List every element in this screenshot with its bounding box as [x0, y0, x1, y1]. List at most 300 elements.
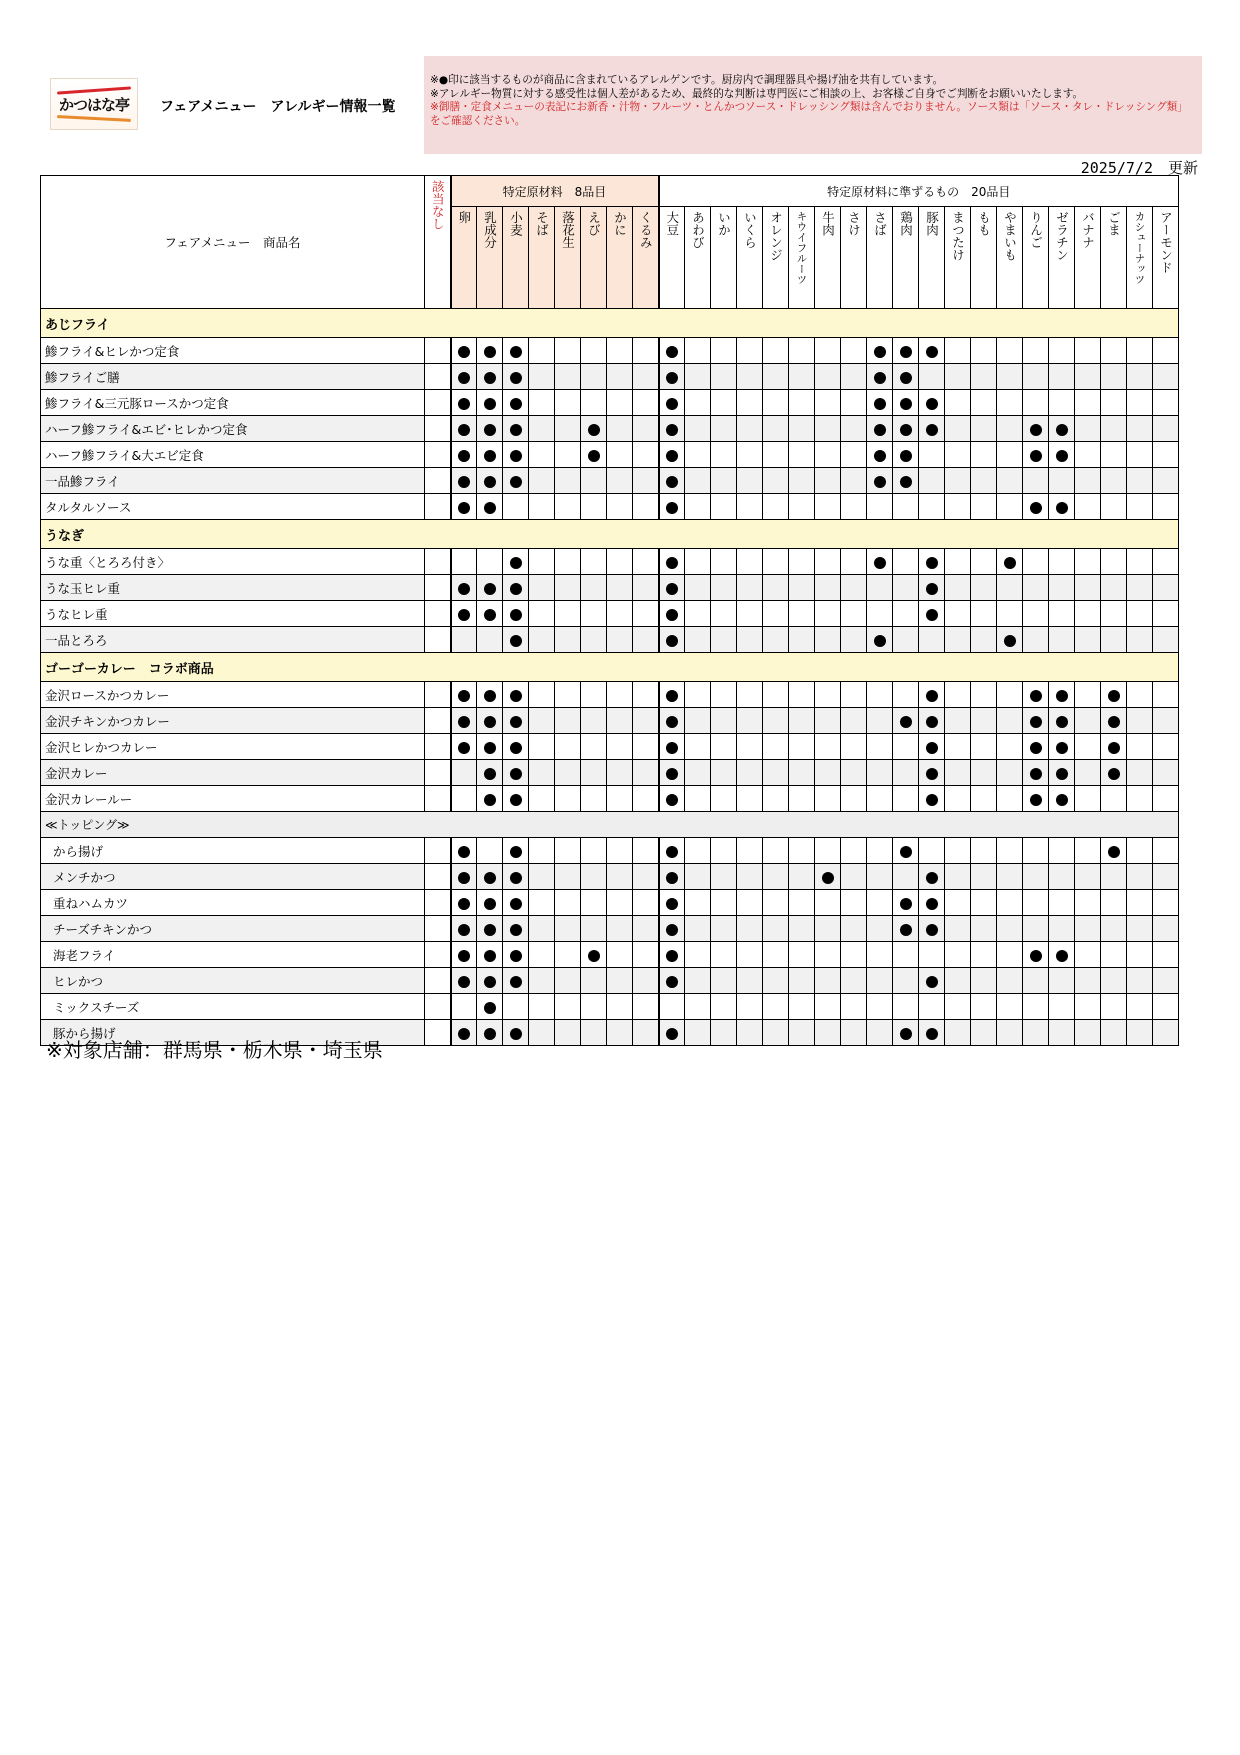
allergen-cell — [451, 864, 477, 890]
allergen-cell — [919, 994, 945, 1020]
allergen-cell — [529, 364, 555, 390]
allergen-dot-icon — [874, 346, 886, 358]
allergen-cell — [763, 601, 789, 627]
allergen-cell — [451, 468, 477, 494]
allergen-cell — [737, 890, 763, 916]
allergen-cell — [919, 890, 945, 916]
allergen-cell — [945, 916, 971, 942]
section-label: うなぎ — [41, 520, 1179, 549]
allergen-cell — [737, 338, 763, 364]
allergen-cell-none — [425, 786, 451, 812]
allergen-header-label: かに — [612, 211, 628, 236]
allergen-cell — [711, 549, 737, 575]
allergen-cell — [685, 575, 711, 601]
menu-item-name: 一品鯵フライ — [41, 468, 425, 494]
allergen-cell — [919, 708, 945, 734]
allergen-dot-icon — [458, 690, 470, 702]
allergen-cell — [1049, 1020, 1075, 1046]
allergen-cell-none — [425, 549, 451, 575]
allergen-cell — [581, 968, 607, 994]
allergen-cell — [893, 864, 919, 890]
allergen-cell — [893, 601, 919, 627]
allergen-cell — [633, 734, 659, 760]
allergen-cell — [529, 549, 555, 575]
allergen-cell — [555, 468, 581, 494]
allergen-cell — [1153, 468, 1179, 494]
allergen-cell — [763, 916, 789, 942]
allergen-cell — [971, 1020, 997, 1046]
logo-text: かつはな亭 — [58, 95, 129, 114]
allergen-header — [737, 207, 763, 309]
allergen-cell — [815, 468, 841, 494]
allergen-cell — [1049, 994, 1075, 1020]
allergen-cell — [789, 494, 815, 520]
allergen-header — [893, 207, 919, 309]
allergen-header-label: 乳成分 — [482, 211, 498, 249]
menu-item-name: うな玉ヒレ重 — [41, 575, 425, 601]
allergen-cell — [789, 890, 815, 916]
allergen-cell — [503, 390, 529, 416]
allergen-cell — [555, 838, 581, 864]
allergen-cell — [971, 575, 997, 601]
allergen-cell — [763, 864, 789, 890]
allergen-cell — [503, 627, 529, 653]
allergen-cell — [737, 416, 763, 442]
allergen-cell — [841, 1020, 867, 1046]
allergen-cell — [971, 601, 997, 627]
allergen-cell — [555, 601, 581, 627]
allergen-cell — [711, 627, 737, 653]
allergen-cell — [893, 916, 919, 942]
allergen-cell — [659, 601, 685, 627]
allergen-cell — [815, 416, 841, 442]
allergen-dot-icon — [458, 872, 470, 884]
allergen-cell — [867, 468, 893, 494]
allergen-cell — [971, 338, 997, 364]
allergen-header — [763, 207, 789, 309]
allergen-cell — [659, 942, 685, 968]
allergen-cell — [763, 575, 789, 601]
allergen-dot-icon — [510, 846, 522, 858]
allergen-cell — [893, 968, 919, 994]
allergen-cell — [581, 575, 607, 601]
allergen-dot-icon — [666, 950, 678, 962]
allergen-cell — [529, 734, 555, 760]
allergen-cell — [633, 601, 659, 627]
menu-item-name: 金沢ロースかつカレー — [41, 682, 425, 708]
allergen-cell — [685, 468, 711, 494]
allergen-cell — [477, 864, 503, 890]
allergen-cell — [607, 442, 633, 468]
allergen-dot-icon — [1108, 690, 1120, 702]
allergen-cell — [789, 994, 815, 1020]
allergen-header — [1153, 207, 1179, 309]
allergen-cell — [945, 549, 971, 575]
allergen-header-label: えび — [586, 211, 602, 236]
allergen-cell — [607, 549, 633, 575]
table-row — [41, 364, 1179, 390]
allergen-dot-icon — [484, 898, 496, 910]
menu-name-header: フェアメニュー 商品名 — [41, 176, 425, 309]
allergen-cell-none — [425, 601, 451, 627]
allergen-cell — [633, 1020, 659, 1046]
allergen-cell — [919, 968, 945, 994]
allergen-dot-icon — [1004, 557, 1016, 569]
allergen-cell — [867, 601, 893, 627]
allergen-cell — [1101, 786, 1127, 812]
allergen-cell — [945, 708, 971, 734]
allergen-cell — [555, 682, 581, 708]
allergen-cell — [477, 627, 503, 653]
subsection-row — [41, 812, 1179, 838]
allergen-dot-icon — [926, 609, 938, 621]
allergen-dot-icon — [458, 898, 470, 910]
allergen-cell — [1075, 786, 1101, 812]
specific-group-header: 特定原材料 8品目 — [451, 176, 659, 207]
allergen-cell — [841, 416, 867, 442]
section-label: あじフライ — [41, 309, 1179, 338]
allergen-dot-icon — [1108, 768, 1120, 780]
allergen-cell — [971, 627, 997, 653]
allergen-cell — [1049, 838, 1075, 864]
allergen-cell — [893, 890, 919, 916]
allergen-cell — [1023, 601, 1049, 627]
allergen-cell — [685, 627, 711, 653]
allergen-cell — [1049, 338, 1075, 364]
allergen-cell — [867, 838, 893, 864]
allergen-cell — [1127, 760, 1153, 786]
allergen-dot-icon — [900, 898, 912, 910]
allergen-cell — [1075, 994, 1101, 1020]
menu-item-name: タルタルソース — [41, 494, 425, 520]
menu-item-name: ミックスチーズ — [41, 994, 425, 1020]
allergen-cell — [503, 864, 529, 890]
allergen-cell — [815, 916, 841, 942]
allergen-cell — [919, 916, 945, 942]
allergen-dot-icon — [510, 742, 522, 754]
allergen-cell — [607, 838, 633, 864]
allergen-cell — [607, 416, 633, 442]
allergen-cell — [711, 682, 737, 708]
allergen-cell — [789, 1020, 815, 1046]
allergen-cell — [971, 890, 997, 916]
allergen-cell — [893, 708, 919, 734]
allergen-cell — [581, 442, 607, 468]
allergen-dot-icon — [510, 583, 522, 595]
allergen-cell — [737, 942, 763, 968]
allergen-cell — [1153, 390, 1179, 416]
allergen-cell — [945, 760, 971, 786]
allergen-cell — [607, 890, 633, 916]
allergen-header-label: いくら — [742, 211, 758, 249]
allergen-cell — [867, 390, 893, 416]
allergen-cell — [1101, 890, 1127, 916]
allergen-dot-icon — [666, 846, 678, 858]
allergen-dot-icon — [484, 794, 496, 806]
allergen-header — [971, 207, 997, 309]
allergen-cell-none — [425, 682, 451, 708]
allergen-dot-icon — [1030, 950, 1042, 962]
allergen-cell — [1153, 494, 1179, 520]
allergen-cell — [451, 494, 477, 520]
allergen-dot-icon — [666, 924, 678, 936]
allergen-cell — [867, 942, 893, 968]
allergen-cell — [789, 864, 815, 890]
allergen-dot-icon — [484, 372, 496, 384]
allergen-cell — [1153, 916, 1179, 942]
allergen-cell — [997, 390, 1023, 416]
allergen-cell — [555, 494, 581, 520]
allergen-cell — [685, 442, 711, 468]
allergen-header-label: さば — [872, 211, 888, 236]
allergen-cell — [1023, 627, 1049, 653]
allergen-cell — [789, 442, 815, 468]
allergen-cell — [997, 494, 1023, 520]
allergen-cell-none — [425, 968, 451, 994]
allergen-cell — [581, 890, 607, 916]
allergen-cell — [893, 364, 919, 390]
table-row — [41, 627, 1179, 653]
allergen-cell — [893, 575, 919, 601]
allergen-cell — [711, 968, 737, 994]
allergen-cell — [555, 734, 581, 760]
table-row — [41, 760, 1179, 786]
allergen-cell — [685, 942, 711, 968]
allergen-dot-icon — [900, 846, 912, 858]
allergen-cell — [945, 390, 971, 416]
allergen-cell — [893, 942, 919, 968]
allergen-cell — [659, 708, 685, 734]
allergen-cell — [529, 575, 555, 601]
allergen-cell — [503, 364, 529, 390]
allergen-dot-icon — [926, 398, 938, 410]
allergen-cell — [659, 838, 685, 864]
allergen-cell — [867, 549, 893, 575]
allergen-cell — [919, 1020, 945, 1046]
allergen-cell — [997, 442, 1023, 468]
allergen-cell — [1127, 494, 1153, 520]
allergen-cell — [659, 864, 685, 890]
section-row — [41, 309, 1179, 338]
allergen-cell — [555, 442, 581, 468]
allergen-cell — [841, 942, 867, 968]
allergen-cell — [1101, 942, 1127, 968]
allergen-cell — [945, 1020, 971, 1046]
allergen-cell — [971, 442, 997, 468]
allergen-header — [581, 207, 607, 309]
allergen-cell — [633, 838, 659, 864]
allergen-cell — [1075, 468, 1101, 494]
allergen-cell — [1101, 468, 1127, 494]
allergen-header-label: りんご — [1028, 211, 1044, 249]
allergen-cell — [555, 338, 581, 364]
allergen-dot-icon — [666, 372, 678, 384]
allergen-dot-icon — [510, 346, 522, 358]
allergen-cell — [529, 627, 555, 653]
allergen-dot-icon — [458, 742, 470, 754]
allergen-dot-icon — [1030, 502, 1042, 514]
allergen-cell — [945, 890, 971, 916]
allergen-cell — [737, 575, 763, 601]
section-row — [41, 653, 1179, 682]
allergen-dot-icon — [900, 476, 912, 488]
allergen-dot-icon — [926, 346, 938, 358]
section-row — [41, 520, 1179, 549]
allergen-dot-icon — [666, 609, 678, 621]
table-row — [41, 390, 1179, 416]
allergen-dot-icon — [926, 976, 938, 988]
allergen-cell — [1101, 364, 1127, 390]
allergen-dot-icon — [666, 690, 678, 702]
allergen-dot-icon — [510, 424, 522, 436]
allergen-cell — [633, 549, 659, 575]
allergen-cell — [607, 575, 633, 601]
equivalent-group-header: 特定原材料に準ずるもの 20品目 — [659, 176, 1179, 207]
allergen-cell — [1127, 786, 1153, 812]
allergen-cell — [451, 734, 477, 760]
allergen-cell — [711, 338, 737, 364]
allergen-cell — [503, 942, 529, 968]
allergen-cell — [815, 364, 841, 390]
allergen-cell — [451, 890, 477, 916]
notice-line: ※アレルギー物質に対する感受性は個人差があるため、最終的な判断は専門医にご相談の上、お客様ご自身でご判断をお願いいたします。 — [430, 87, 1084, 100]
allergen-cell — [1023, 1020, 1049, 1046]
allergen-cell-none — [425, 390, 451, 416]
allergen-cell — [971, 364, 997, 390]
allergen-dot-icon — [510, 635, 522, 647]
allergen-cell — [1101, 994, 1127, 1020]
allergen-dot-icon — [458, 1028, 470, 1040]
allergen-cell — [1075, 760, 1101, 786]
allergen-cell-none — [425, 708, 451, 734]
subsection-label: ≪トッピング≫ — [41, 812, 1179, 838]
allergen-dot-icon — [484, 924, 496, 936]
allergen-cell — [815, 682, 841, 708]
allergen-dot-icon — [1108, 742, 1120, 754]
allergen-cell — [607, 338, 633, 364]
allergen-cell — [1127, 942, 1153, 968]
allergen-header — [841, 207, 867, 309]
allergen-cell — [633, 864, 659, 890]
allergen-cell — [659, 338, 685, 364]
allergen-cell — [1101, 734, 1127, 760]
allergen-cell — [581, 627, 607, 653]
allergen-cell — [919, 864, 945, 890]
allergen-dot-icon — [1056, 424, 1068, 436]
allergen-cell — [841, 708, 867, 734]
allergen-cell — [633, 994, 659, 1020]
brand-logo — [50, 78, 138, 130]
allergen-cell — [997, 734, 1023, 760]
allergen-dot-icon — [926, 872, 938, 884]
allergen-cell — [1023, 890, 1049, 916]
allergen-cell — [1101, 390, 1127, 416]
allergen-cell — [815, 864, 841, 890]
allergen-cell — [945, 682, 971, 708]
allergen-cell — [529, 390, 555, 416]
allergen-dot-icon — [458, 846, 470, 858]
allergen-dot-icon — [1030, 690, 1042, 702]
notice-box — [424, 56, 1202, 154]
allergen-dot-icon — [484, 609, 496, 621]
allergen-header-label: バナナ — [1080, 211, 1096, 249]
allergen-cell — [1127, 994, 1153, 1020]
allergen-header-label: あわび — [690, 211, 706, 249]
allergen-cell — [659, 968, 685, 994]
allergen-cell — [841, 760, 867, 786]
allergen-cell — [555, 994, 581, 1020]
allergen-cell — [867, 442, 893, 468]
allergen-cell — [997, 601, 1023, 627]
allergen-dot-icon — [900, 372, 912, 384]
allergen-cell — [555, 708, 581, 734]
allergen-cell — [1023, 968, 1049, 994]
allergen-header-label: 豚肉 — [924, 211, 940, 236]
allergen-cell — [945, 364, 971, 390]
allergen-cell — [893, 627, 919, 653]
menu-item-name: から揚げ — [41, 838, 425, 864]
allergen-cell — [503, 575, 529, 601]
allergen-cell — [971, 390, 997, 416]
allergen-cell — [685, 601, 711, 627]
allergen-cell — [659, 760, 685, 786]
allergen-cell — [581, 390, 607, 416]
allergen-cell — [711, 1020, 737, 1046]
allergen-dot-icon — [510, 950, 522, 962]
allergen-cell — [867, 786, 893, 812]
allergen-cell — [789, 416, 815, 442]
allergen-cell — [1127, 1020, 1153, 1046]
table-row — [41, 682, 1179, 708]
allergen-cell — [555, 416, 581, 442]
allergen-cell — [503, 916, 529, 942]
allergen-cell — [1101, 916, 1127, 942]
allergen-cell — [1127, 601, 1153, 627]
allergen-cell — [477, 994, 503, 1020]
allergen-cell — [945, 442, 971, 468]
allergen-cell — [867, 682, 893, 708]
allergen-cell — [789, 627, 815, 653]
menu-item-name: うなヒレ重 — [41, 601, 425, 627]
allergen-cell — [893, 1020, 919, 1046]
allergen-dot-icon — [458, 716, 470, 728]
allergen-cell — [763, 708, 789, 734]
allergen-dot-icon — [510, 976, 522, 988]
allergen-cell — [451, 760, 477, 786]
allergen-cell — [997, 994, 1023, 1020]
allergen-cell — [1075, 708, 1101, 734]
allergen-cell — [737, 601, 763, 627]
allergen-header — [451, 207, 477, 309]
allergen-dot-icon — [484, 424, 496, 436]
allergen-cell — [1075, 838, 1101, 864]
table-row — [41, 468, 1179, 494]
allergen-dot-icon — [1108, 846, 1120, 858]
allergen-cell — [1023, 708, 1049, 734]
allergen-cell — [867, 864, 893, 890]
allergen-cell — [763, 838, 789, 864]
allergen-dot-icon — [510, 924, 522, 936]
allergen-cell — [867, 760, 893, 786]
allergen-cell — [1049, 942, 1075, 968]
allergen-cell — [477, 708, 503, 734]
allergen-header — [1023, 207, 1049, 309]
allergen-cell — [451, 916, 477, 942]
allergen-dot-icon — [900, 424, 912, 436]
allergen-cell — [971, 994, 997, 1020]
allergen-cell — [867, 708, 893, 734]
allergen-cell — [815, 627, 841, 653]
